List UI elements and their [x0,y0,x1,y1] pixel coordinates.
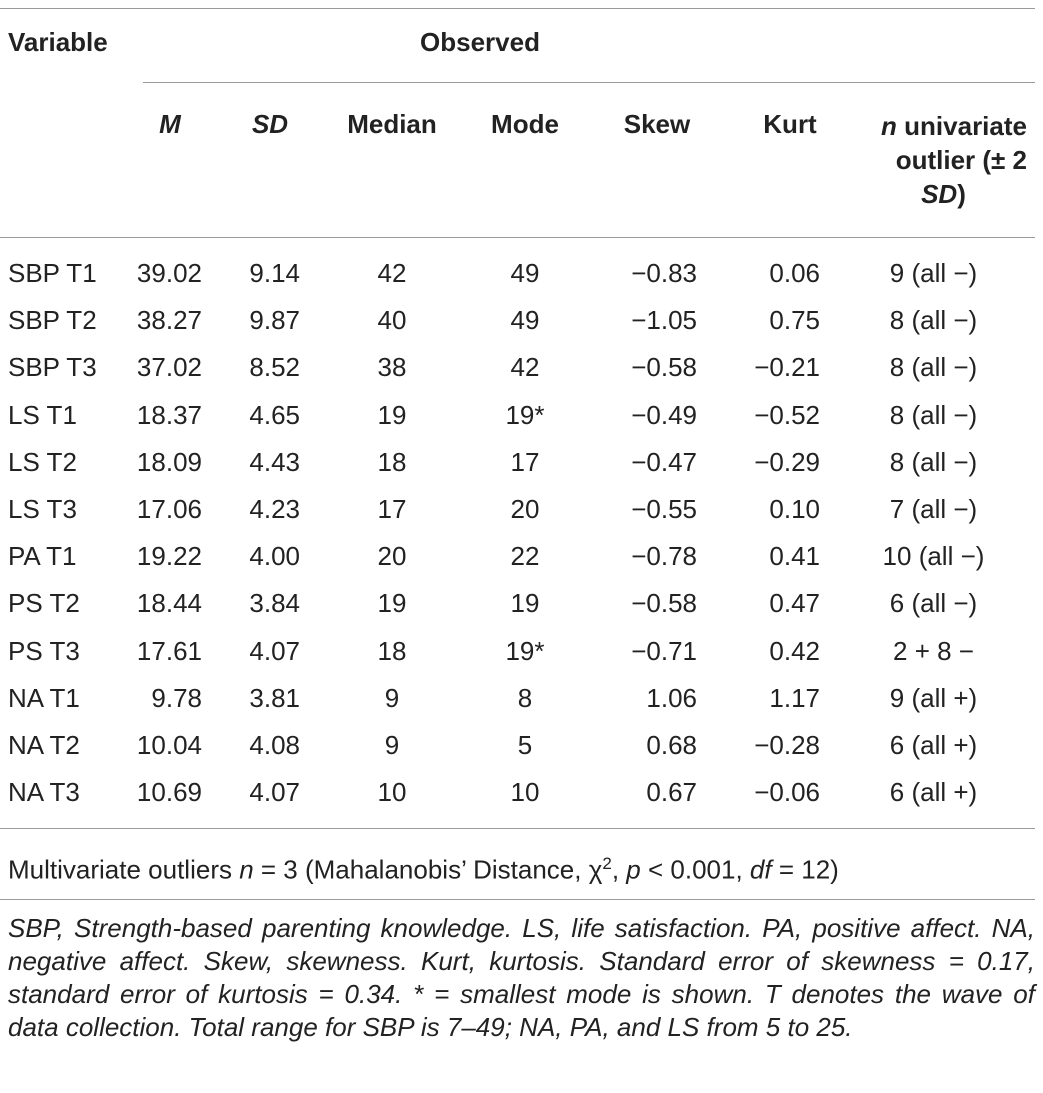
cell-kurt: −0.29 [754,446,820,477]
multi-df-rest: = 12) [771,854,839,885]
cell-kurt: 0.41 [769,541,820,572]
multivariate-outliers [8,849,839,885]
cell-outlier: 8 (all −) [889,305,978,336]
cell-variable: SBP T2 [8,305,97,336]
cell-median: 10 [377,777,407,808]
multi-p-rest: < 0.001, [640,854,750,885]
cell-kurt: 0.06 [769,258,820,288]
cell-mode: 19 [510,588,540,619]
cell-m: 10.04 [136,730,202,760]
header-variable: Variable [8,27,108,57]
cell-variable: LS T3 [8,494,77,524]
cell-mode: 49 [510,258,540,288]
cell-median: 38 [377,352,407,383]
cell-sd: 4.23 [249,494,300,524]
cell-mode: 22 [510,541,540,572]
table-row [0,352,1043,399]
table-row [0,400,1043,447]
table-row [0,305,1043,352]
cell-median: 18 [377,635,407,666]
cell-median: 9 [384,730,400,760]
cell-mode: 17 [510,446,540,477]
cell-variable: LS T2 [8,446,77,477]
cell-kurt: 0.75 [769,305,820,336]
cell-sd: 9.14 [249,258,300,288]
cell-kurt: −0.28 [754,730,820,760]
cell-outlier: 6 (all +) [889,730,978,760]
cell-skew: −0.78 [631,541,697,572]
cell-kurt: −0.21 [754,352,820,383]
table-row [0,683,1043,730]
cell-m: 10.69 [136,777,202,808]
header-observed: Observed [420,27,540,57]
cell-outlier: 8 (all −) [889,399,978,430]
cell-kurt: −0.52 [754,399,820,430]
cell-kurt: −0.06 [754,777,820,808]
cell-skew: −0.58 [631,588,697,619]
cell-median: 19 [377,399,407,430]
body-bottom-rule [0,828,1035,829]
header-bottom-rule [0,237,1035,238]
observed-rule [143,82,1035,83]
cell-median: 18 [377,446,407,477]
cell-median: 9 [384,682,400,713]
cell-kurt: 1.17 [769,682,820,713]
header-outlier-univariate: univariate [896,111,1027,141]
cell-mode: 10 [510,777,540,808]
cell-skew: −0.83 [631,258,697,288]
cell-median: 40 [377,305,407,336]
cell-outlier: 9 (all −) [889,258,978,288]
multi-p: p [626,854,641,885]
cell-kurt: 0.10 [769,494,820,524]
cell-sd: 3.84 [249,588,300,619]
cell-mode: 20 [510,494,540,524]
cell-outlier: 6 (all −) [889,588,978,619]
cell-variable: NA T3 [8,777,80,808]
header-kurt: Kurt [763,109,817,139]
table-row [0,730,1043,777]
cell-m: 18.44 [136,588,202,619]
cell-mode: 5 [517,730,533,760]
multi-eq: = 3 (Mahalanobis’ Distance, χ [253,854,603,885]
multi-prefix: Multivariate outliers [8,854,240,885]
table-row [0,588,1043,635]
top-rule [0,8,1035,9]
cell-mode: 19* [505,399,545,430]
cell-mode: 49 [510,305,540,336]
cell-sd: 4.07 [249,777,300,808]
table-row [0,258,1043,305]
cell-sd: 4.08 [249,730,300,760]
cell-sd: 8.52 [249,352,300,383]
multi-df: df [749,854,772,885]
cell-m: 17.06 [136,494,202,524]
cell-outlier: 8 (all −) [889,352,978,383]
table-row [0,636,1043,683]
cell-outlier: 8 (all −) [889,446,978,477]
cell-variable: NA T2 [8,730,80,760]
cell-sd: 4.07 [249,635,300,666]
multi-sup: 2 [602,854,612,873]
table-row [0,777,1043,824]
cell-m: 18.09 [136,446,202,477]
header-outlier [840,109,1027,211]
cell-outlier: 7 (all −) [889,494,978,524]
cell-skew: −0.55 [631,494,697,524]
cell-m: 9.78 [151,682,202,713]
cell-variable: PS T3 [8,635,80,666]
multi-comma: , [611,854,627,885]
cell-mode: 8 [517,682,533,713]
cell-median: 20 [377,541,407,572]
header-outlier-n: n [881,111,897,141]
cell-sd: 4.00 [249,541,300,572]
cell-variable: PA T1 [8,541,77,572]
header-outlier-close: ) [957,179,966,209]
header-skew: Skew [623,109,691,139]
cell-median: 17 [377,494,407,524]
cell-skew: 0.68 [646,730,697,760]
table-row [0,494,1043,541]
multi-n: n [239,854,254,885]
cell-variable: NA T1 [8,682,80,713]
cell-m: 17.61 [136,635,202,666]
header-mode: Mode [491,109,559,139]
header-m: M [159,109,181,139]
cell-skew: −0.47 [631,446,697,477]
cell-kurt: 0.47 [769,588,820,619]
table-row [0,447,1043,494]
cell-mode: 42 [510,352,540,383]
cell-skew: 1.06 [646,682,697,713]
cell-m: 37.02 [136,352,202,383]
cell-outlier: 2 + 8 − [893,635,974,666]
cell-variable: SBP T1 [8,258,97,288]
cell-skew: 0.67 [646,777,697,808]
cell-skew: −0.71 [631,635,697,666]
cell-m: 18.37 [136,399,202,430]
cell-variable: LS T1 [8,399,77,430]
header-sd: SD [251,109,289,139]
cell-variable: PS T2 [8,588,80,619]
cell-sd: 3.81 [249,682,300,713]
cell-variable: SBP T3 [8,352,97,383]
cell-median: 42 [377,258,407,288]
table-note: SBP, Strength-based parenting knowledge. LS, life satisfaction. PA, positive affect. NA, negative affect. Skew, skewness. Kurt, kurtosis. Standard error of skewness = 0.17, standard error of kurtosis = 0.34. * = smallest mode is shown. T denotes the wave of data collection. Total range for SBP is 7–49; NA, PA, and LS from 5 to 25. [8,913,1035,1042]
cell-sd: 4.65 [249,399,300,430]
cell-m: 19.22 [136,541,202,572]
cell-median: 19 [377,588,407,619]
cell-sd: 9.87 [249,305,300,336]
cell-outlier: 10 (all −) [882,541,985,572]
cell-skew: −0.58 [631,352,697,383]
table-row [0,541,1043,588]
cell-m: 38.27 [136,305,202,336]
cell-outlier: 6 (all +) [889,777,978,808]
cell-outlier: 9 (all +) [889,682,978,713]
cell-m: 39.02 [136,258,202,288]
cell-kurt: 0.42 [769,635,820,666]
multivariate-bottom-rule [0,899,1035,900]
header-median: Median [347,109,437,139]
cell-skew: −0.49 [631,399,697,430]
header-outlier-sd: SD [921,179,958,209]
cell-mode: 19* [505,635,545,666]
cell-sd: 4.43 [249,446,300,477]
cell-skew: −1.05 [631,305,697,336]
header-outlier-line2: outlier (± 2 [895,145,1027,175]
